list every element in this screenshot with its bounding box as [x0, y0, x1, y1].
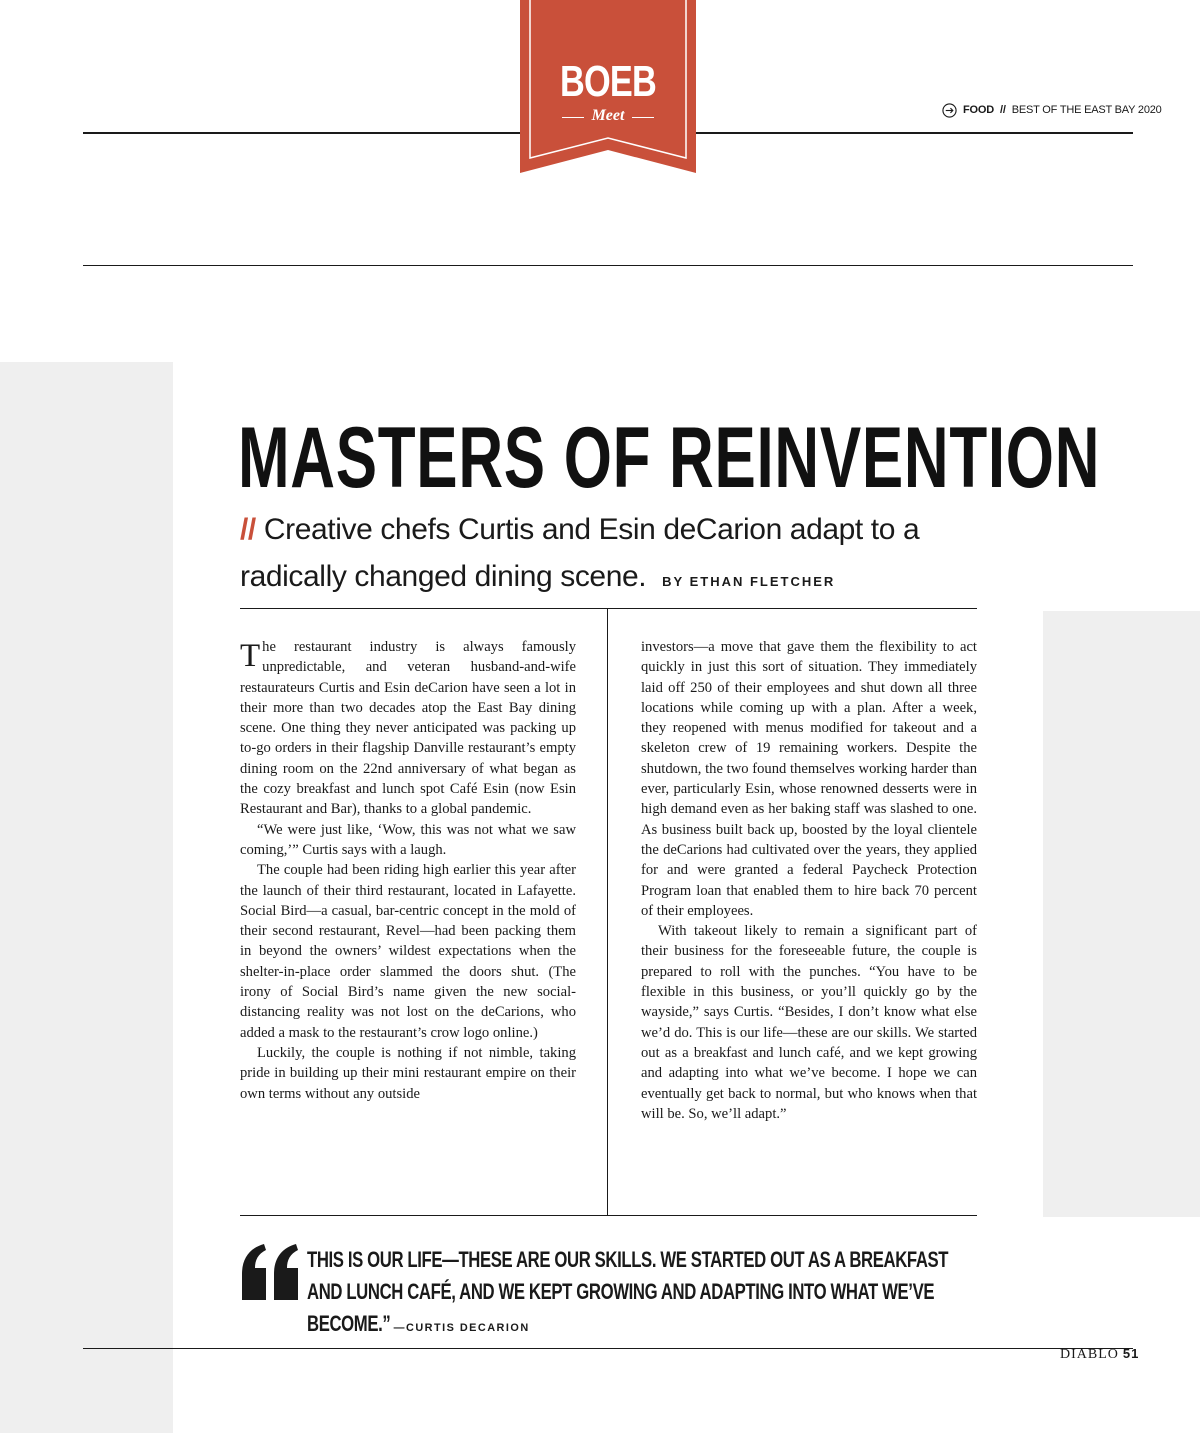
- deck-text: Creative chefs Curtis and Esin deCarion adapt to a radically changed dining scene.: [240, 513, 920, 593]
- boeb-banner: [520, 0, 696, 173]
- banner-title: BOEB: [559, 57, 657, 106]
- right-gray-panel: [1043, 611, 1200, 1217]
- column-divider: [607, 608, 608, 1216]
- pull-quote-text: THIS IS OUR LIFE—THESE ARE OUR SKILLS. WE STARTED OUT AS A BREAKFAST AND LUNCH CAFÉ, AND WE KEPT GROWING AND ADAPTING INTO WHAT WE’VE BECOME.”: [307, 1247, 949, 1336]
- article-deck: [240, 506, 980, 605]
- pull-quote-attribution: —CURTIS DECARION: [393, 1322, 530, 1334]
- body-paragraph: The restaurant industry is always famously unpredictable, and veteran husband-and-wife restaurateurs Curtis and Esin deCarion have seen a lot in their more than two decades atop the East Bay dining scene. One thing they never anticipated was packing up to-go orders in their flagship Danville restaurant’s empty dining room on the 22nd anniversary of what began as the cozy breakfast and lunch spot Café Esin (now Esin Restaurant and Bar), thanks to a global pandemic.: [240, 638, 576, 818]
- banner-sub-rule-right: [632, 117, 654, 118]
- body-paragraph: “We were just like, ‘Wow, this was not what we saw coming,’” Curtis says with a laugh.: [240, 821, 576, 858]
- article-headline: MASTERS OF REINVENTION: [238, 410, 1101, 506]
- columns-bottom-rule: [240, 1215, 977, 1216]
- quote-mark-icon: [238, 1238, 302, 1308]
- page-footer: [1060, 1342, 1140, 1367]
- pull-quote: [307, 1244, 983, 1344]
- section-separator: //: [999, 104, 1006, 116]
- body-paragraph: Luckily, the couple is nothing if not nimble, taking pride in building up their mini restaurant empire on their own terms without any outside: [240, 1044, 576, 1102]
- section-label: [942, 100, 1162, 120]
- body-paragraph: With takeout likely to remain a significant part of their business for the foreseeable future, the couple is prepared to roll with the punches. “You have to be flexible in this business, or you’ll quickly go by the wayside,” says Curtis. “Besides, I don’t know what else we’d do. This is our life—these are our skills. We started out as a breakfast and lunch café, and we kept growing and adapting into what we’ve become. I hope we can eventually get back to normal, but who knows when that will be. So, we’ll adapt.”: [641, 923, 977, 1122]
- article-column-left: [240, 637, 576, 1104]
- drop-cap: T: [240, 638, 261, 674]
- deck-slash: //: [240, 513, 256, 546]
- footer-rule: [83, 1348, 1133, 1349]
- arrow-right-circle-icon: [942, 103, 957, 118]
- columns-top-rule: [240, 608, 977, 609]
- section-issue: BEST OF THE EAST BAY 2020: [1011, 104, 1162, 116]
- body-paragraph: The couple had been riding high earlier this year after the launch of their third restaurant, located in Lafayette. Social Bird—a casual, bar-centric concept in the mold of their second restaurant, Revel—had been packing them in beyond the owners’ wildest expectations when the shelter-in-place order slammed the doors shut. (The irony of Social Bird’s name given the new social-distancing reality was not lost on the deCarions, who added a mask to the restaurant’s crow logo online.): [240, 862, 576, 1041]
- upper-rule: [83, 265, 1133, 266]
- section-category: FOOD: [963, 104, 994, 116]
- byline: BY ETHAN FLETCHER: [662, 574, 836, 589]
- left-gray-panel: [0, 362, 173, 1433]
- body-paragraph: investors—a move that gave them the flexibility to act quickly in just this sort of situation. They immediately laid off 250 of their employees and shut down all three locations while coming up with a plan. After a week, they reopened with menus modified for takeout and a skeleton crew of 19 remaining workers. Despite the shutdown, the two found themselves working harder than ever, particularly Esin, whose renowned desserts were in high demand even as her baking staff was slashed to one. As business built back up, boosted by the loyal clientele the deCarions had cultivated over the years, they applied for and were granted a federal Paycheck Protection Program loan that enabled them to hire back 70 percent of their employees.: [641, 639, 977, 919]
- banner-subtitle: Meet: [591, 107, 625, 124]
- page-number: 51: [1122, 1346, 1140, 1361]
- magazine-name: DIABLO: [1060, 1347, 1119, 1362]
- article-column-right: [641, 637, 977, 1124]
